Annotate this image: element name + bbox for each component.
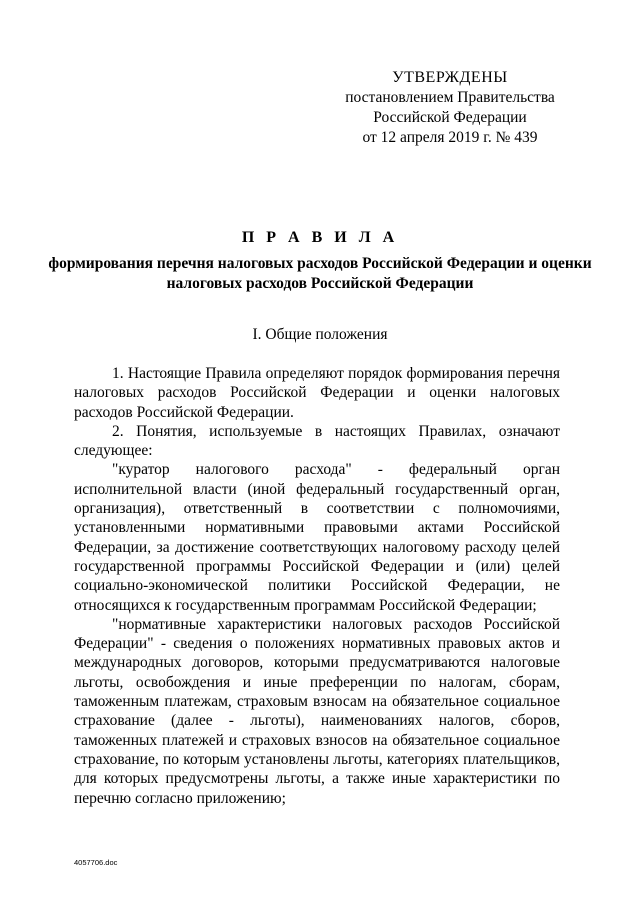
document-subtitle: формирования перечня налоговых расходов Российской Федерации и оценки налоговых расходов Российской Федерации [48, 255, 592, 292]
approval-heading: УТВЕРЖДЕНЫ [392, 69, 508, 86]
section-heading: I. Общие положения [252, 326, 388, 343]
document-title: П Р А В И Л А [241, 229, 399, 246]
paragraph: 1. Настоящие Правила определяют порядок формирования перечня налоговых расходов Российской Федерации и оценки налоговых расходов Российской Федерации. [74, 365, 560, 421]
paragraph: "нормативные характеристики налоговых расходов Российской Федерации" - сведения о положениях нормативных правовых актов и международных договоров, которыми предусматриваются налоговые льготы, освобождения и иные преференции по налогам, сборам, таможенным платежам, страховым взносам на обязательное социальное страхование (далее - льготы), наименованиях налогов, сборов, таможенных платежей и страховых взносов на обязательное социальное страхование, по которым установлены льготы, категориях плательщиков, для которых предусмотрены льготы, а также иные характеристики по перечню согласно приложению; [74, 615, 560, 807]
approval-line-1: постановлением Правительства [345, 89, 555, 106]
paragraph: "куратор налогового расхода" - федеральный орган исполнительной власти (иной федеральный государственный орган, организация), ответственный в соответствии с полномочиями, установленными нормативными правовыми актами Российской Федерации, за достижение соответствующих налоговому расходу целей государственной программы Российской Федерации и (или) целей социально-экономической политики Российской Федерации, не относящихся к государственным программам Российской Федерации; [74, 461, 560, 614]
file-code: 4057706.doc [74, 858, 118, 867]
paragraph: 2. Понятия, используемые в настоящих Правилах, означают следующее: [74, 422, 560, 460]
approval-block [340, 68, 560, 148]
approval-line-2: Российской Федерации [373, 109, 527, 126]
body-text [74, 364, 560, 808]
approval-line-3: от 12 апреля 2019 г. № 439 [362, 129, 538, 146]
